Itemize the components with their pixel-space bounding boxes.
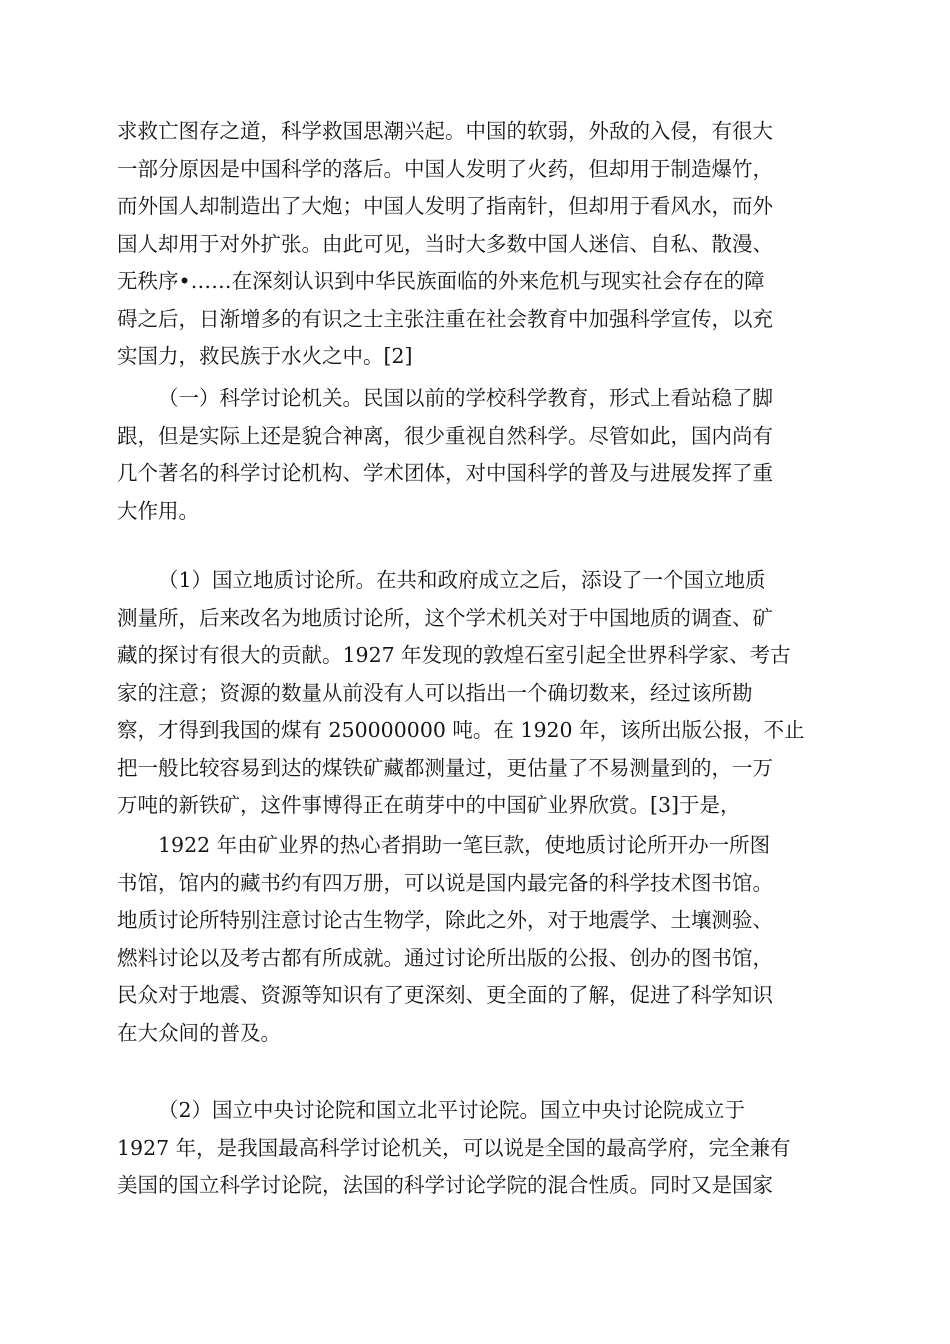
text-line: 地质讨论所特别注意讨论古生物学，除此之外，对于地震学、土壤测验、 [117, 908, 773, 932]
text-line: 家的注意；资源的数量从前没有人可以指出一个确切数来，经过该所勘 [117, 680, 753, 705]
text-line: 1927 年，是我国最高科学讨论机关，可以说是全国的最高学府，完全兼有 [117, 1135, 791, 1160]
text-line: 藏的探讨有很大的贡献。1927 年发现的敦煌石室引起全世界科学家、考古 [117, 643, 791, 667]
text-line: 而外国人却制造出了大炮；中国人发明了指南针，但却用于看风水，而外 [117, 194, 773, 218]
text-line: 美国的国立科学讨论院，法国的科学讨论学院的混合性质。同时又是国家 [117, 1173, 773, 1197]
text-line: 碍之后，日渐增多的有识之士主张注重在社会教育中加强科学宣传，以充 [117, 306, 773, 331]
text-line: 实国力，救民族于水火之中。[2] [117, 344, 413, 368]
text-line: 察，才得到我国的煤有 250000000 吨。在 1920 年，该所出版公报，不止 [117, 718, 805, 742]
text-line: 万吨的新铁矿，这件事博得正在萌芽中的中国矿业界欣赏。[3]于是， [117, 793, 741, 817]
paragraph-geology-institute [117, 562, 837, 825]
text-line: 在大众间的普及。 [117, 1020, 281, 1045]
text-line: 一部分原因是中国科学的落后。中国人发明了火药，但却用于制造爆竹， [117, 156, 773, 181]
text-line: （2）国立中央讨论院和国立北平讨论院。国立中央讨论院成立于 [158, 1098, 746, 1122]
paragraph-intro [117, 113, 837, 376]
text-line: 1922 年由矿业界的热心者捐助一笔巨款，使地质讨论所开办一所图 [158, 833, 771, 857]
paragraph-library [117, 827, 837, 1052]
text-line: 燃料讨论以及考古都有所成就。通过讨论所出版的公报、创办的图书馆， [117, 945, 773, 970]
text-line: 把一般比较容易到达的煤铁矿藏都测量过，更估量了不易测量到的，一万 [117, 755, 773, 780]
text-line: 书馆，馆内的藏书约有四万册，可以说是国内最完备的科学技术图书馆。 [117, 870, 773, 895]
text-line: （1）国立地质讨论所。在共和政府成立之后，添设了一个国立地质 [158, 568, 766, 592]
text-line: 国人却用于对外扩张。由此可见，当时大多数中国人迷信、自私、散漫、 [117, 231, 773, 256]
text-line: 求救亡图存之道，科学救国思潮兴起。中国的软弱，外敌的入侵，有很大 [117, 119, 773, 143]
text-line: 跟，但是实际上还是貌合神离，很少重视自然科学。尽管如此，国内尚有 [117, 423, 773, 448]
text-line: 测量所，后来改名为地质讨论所，这个学术机关对于中国地质的调查、矿 [117, 605, 773, 630]
paragraph-section-1 [117, 380, 837, 530]
text-line: 几个著名的科学讨论机构、学术团体，对中国科学的普及与进展发挥了重 [117, 461, 773, 485]
text-line: （一）科学讨论机关。民国以前的学校科学教育，形式上看站稳了脚 [158, 386, 773, 410]
text-line: 大作用。 [117, 498, 199, 523]
paragraph-central-academy [117, 1092, 837, 1205]
text-line: 民众对于地震、资源等知识有了更深刻、更全面的了解，促进了科学知识 [117, 983, 773, 1007]
text-line: 无秩序•……在深刻认识到中华民族面临的外来危机与现实社会存在的障 [117, 269, 765, 293]
